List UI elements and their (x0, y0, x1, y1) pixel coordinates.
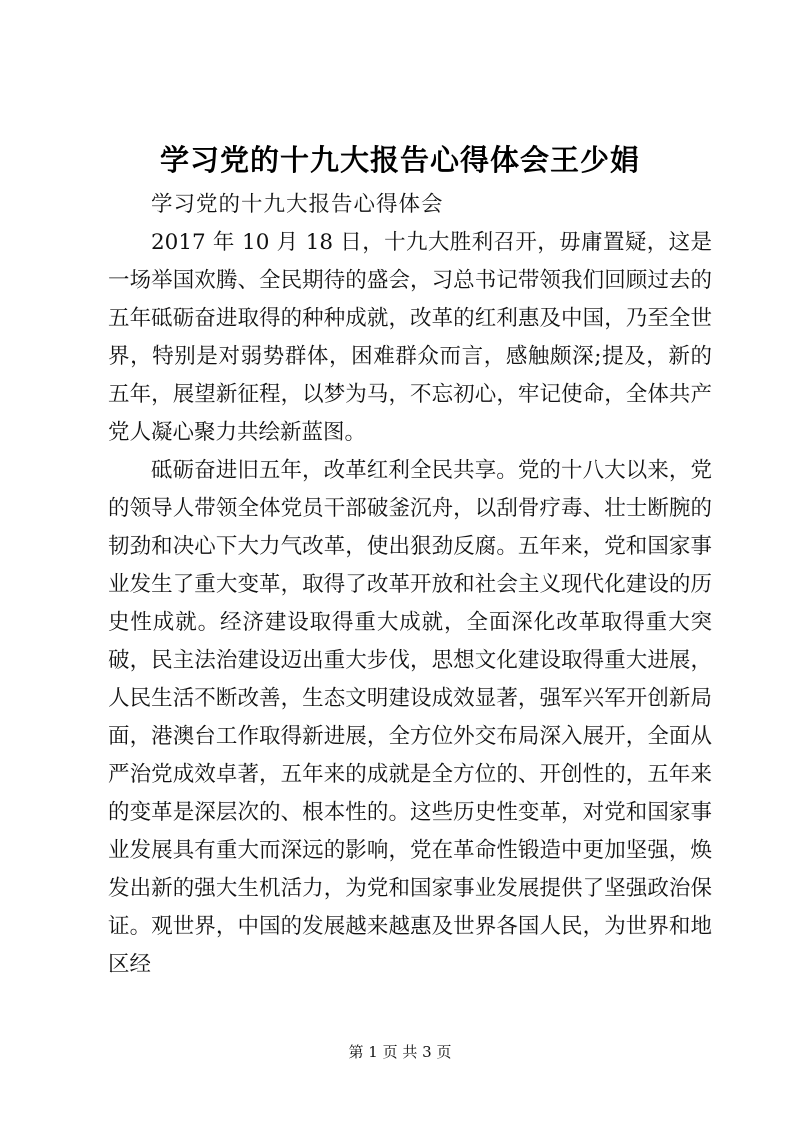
document-title: 学习党的十九大报告心得体会王少娟 (159, 143, 640, 177)
page-footer: 第 1 页 共 3 页 (348, 1043, 452, 1061)
document-body (108, 186, 712, 984)
paragraph-1: 2017 年 10 月 18 日，十九大胜利召开，毋庸置疑，这是一场举国欢腾、全民期待的盛会，习总书记带领我们回顾过去的五年砥砺奋进取得的种种成就，改革的红利惠及中国，乃至全世界，特别是对弱势群体，困难群众而言，感触颇深;提及，新的五年，展望新征程，以梦为马，不忘初心，牢记使命，全体共产党人凝心聚力共绘新蓝图。 (108, 230, 712, 445)
document-subtitle: 学习党的十九大报告心得体会 (151, 192, 444, 217)
paragraph-2: 砥砺奋进旧五年，改革红利全民共享。党的十八大以来，党的领导人带领全体党员干部破釜沉舟，以刮骨疗毒、壮士断腕的韧劲和决心下大力气改革，使出狠劲反腐。五年来，党和国家事业发生了重大变革，取得了改革开放和社会主义现代化建设的历史性成就。经济建设取得重大成就，全面深化改革取得重大突破，民主法治建设迈出重大步伐，思想文化建设取得重大进展，人民生活不断改善，生态文明建设成效显著，强军兴军开创新局面，港澳台工作取得新进展，全方位外交布局深入展开，全面从严治党成效卓著，五年来的成就是全方位的、开创性的，五年来的变革是深层次的、根本性的。这些历史性变革，对党和国家事业发展具有重大而深远的影响，党在革命性锻造中更加坚强，焕发出新的强大生机活力，为党和国家事业发展提供了坚强政治保证。观世界，中国的发展越来越惠及世界各国人民，为世界和地区经 (108, 458, 712, 977)
